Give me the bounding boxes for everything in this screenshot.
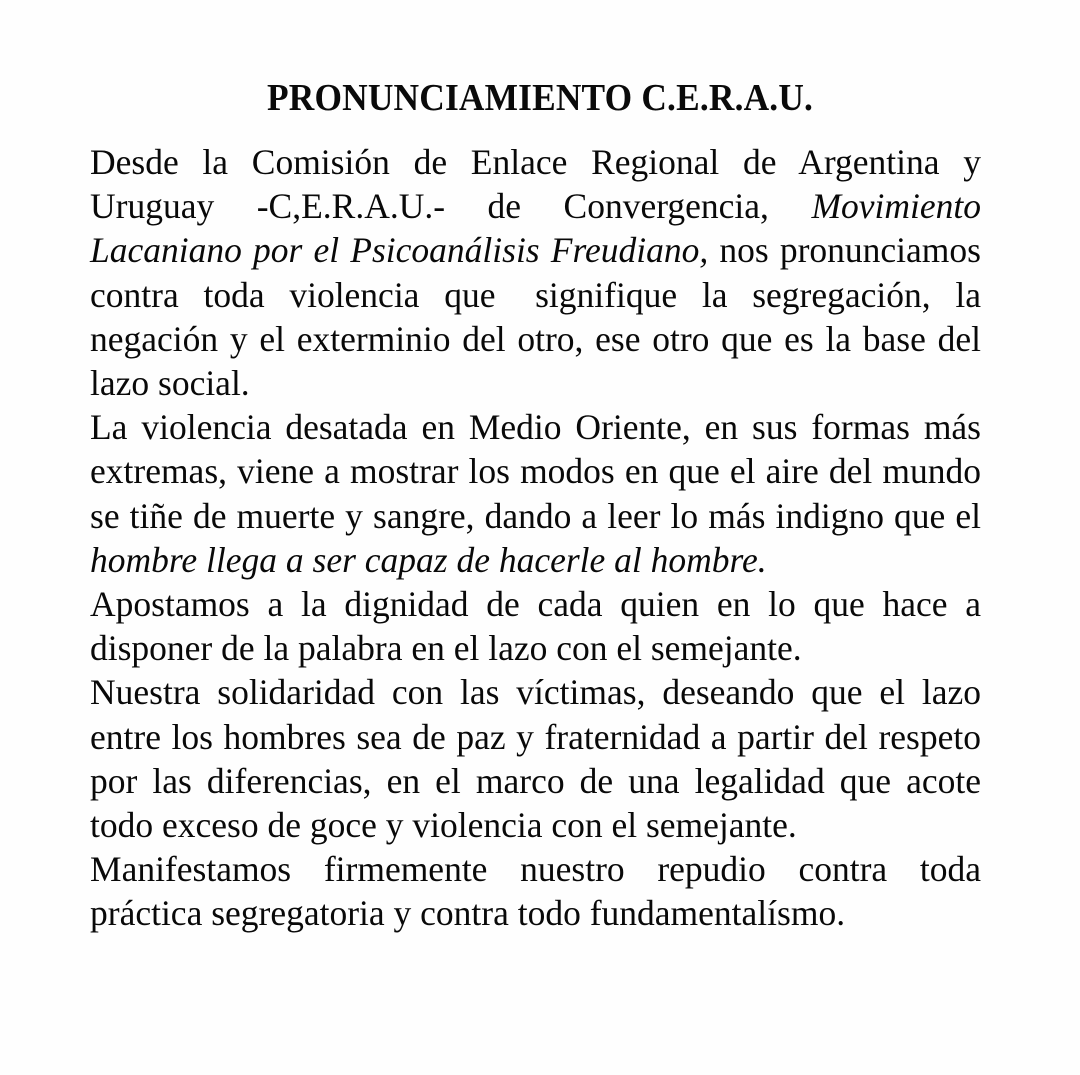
- paragraph-5: [90, 847, 981, 935]
- paragraph-1-segment-5: signifique la segregación, la negación y el exterminio del otro, ese otro que es la base del lazo social.: [90, 274, 981, 404]
- paragraph-1-italic-title: Movimiento Lacaniano por el Psicoanálisis Freudiano,: [90, 186, 981, 271]
- paragraph-4-segment-1: Nuestra solidaridad con las víctimas, deseando que el lazo entre los hombres sea de paz y fraternidad a partir del respeto por las diferencias, en el marco de una legalidad que acote todo exceso de goce y violencia con el semejante.: [90, 672, 981, 846]
- paragraph-1-segment-1: Desde la Comisión de Enlace Regional de Argentina y Uruguay -C,E.R.A.U.- de Convergencia,: [90, 142, 981, 227]
- document-body: [90, 140, 981, 936]
- paragraph-2-segment-1: La violencia desatada en Medio Oriente, en sus formas más extremas, viene a mostrar los modos en que el aire del mundo se tiñe de muerte y sangre, dando a leer lo más indigno que el: [90, 407, 981, 536]
- paragraph-2: [90, 405, 981, 582]
- paragraph-4: [90, 670, 981, 847]
- paragraph-1: [90, 140, 981, 405]
- paragraph-2-italic-quote: hombre llega a ser capaz de hacerle al hombre.: [90, 539, 767, 580]
- paragraph-1-segment-3: nos pronunciamos contra toda violencia que: [90, 230, 981, 315]
- paragraph-5-segment-1: Manifestamos firmemente nuestro repudio contra toda práctica segregatoria y contra todo fundamentalísmo.: [90, 849, 981, 934]
- paragraph-3-segment-1: Apostamos a la dignidad de cada quien en lo que hace a disponer de la palabra en el lazo con el semejante.: [90, 584, 981, 669]
- page-title: PRONUNCIAMIENTO C.E.R.A.U.: [266, 77, 814, 120]
- paragraph-3: [90, 582, 981, 670]
